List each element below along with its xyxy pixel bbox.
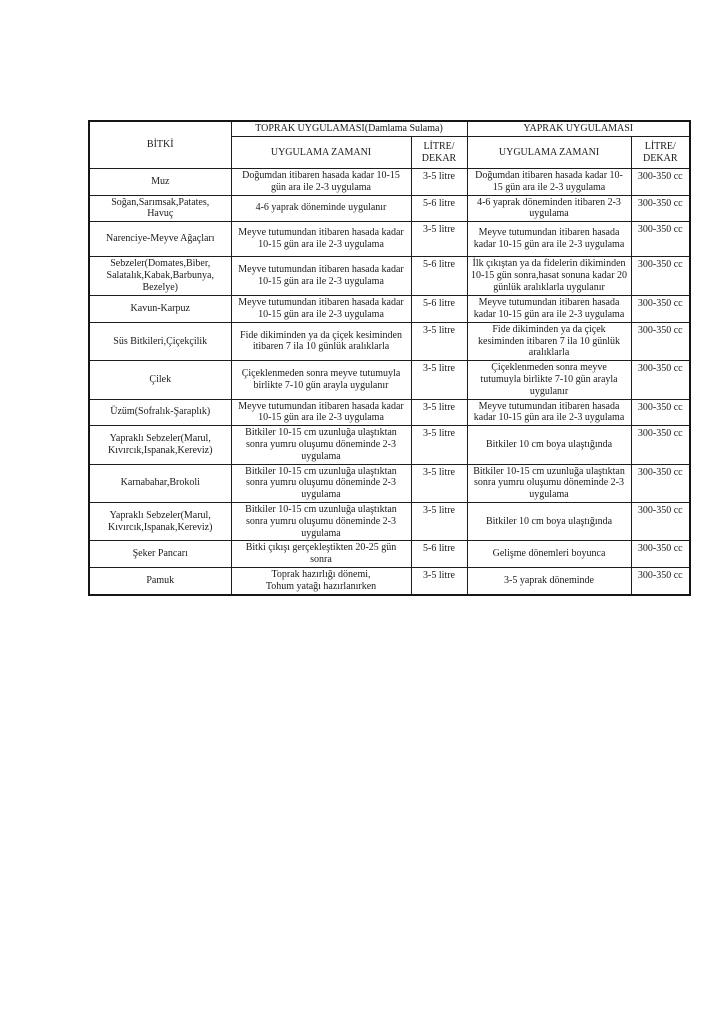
cell-plant-name: Yapraklı Sebzeler(Marul, Kıvırcık,Ispanak,Kereviz) <box>89 426 231 464</box>
cell-soil-application-time: Bitki çıkışı gerçekleştikten 20-25 gün sonra <box>231 541 411 568</box>
cell-soil-application-time: Bitkiler 10-15 cm uzunluğa ulaştıktan sonra yumru oluşumu döneminde 2-3 uygulama <box>231 426 411 464</box>
header-cell-leaf-application: YAPRAK UYGULAMASI <box>467 121 690 137</box>
cell-soil-dose: 3-5 litre <box>411 567 467 595</box>
cell-soil-application-time: Fide dikiminden ya da çiçek kesiminden itibaren 7 ila 10 günlük aralıklarla <box>231 322 411 360</box>
table-row <box>89 426 690 464</box>
cell-leaf-application-time: Bitkiler 10 cm boya ulaştığında <box>467 426 631 464</box>
cell-leaf-dose: 300-350 cc <box>631 567 690 595</box>
cell-soil-dose: 3-5 litre <box>411 502 467 540</box>
cell-plant-name: Üzüm(Sofralık-Şaraplık) <box>89 399 231 426</box>
header-cell-leaf-application-time: UYGULAMA ZAMANI <box>467 137 631 169</box>
cell-leaf-application-time: Meyve tutumundan itibaren hasada kadar 10-15 gün ara ile 2-3 uygulama <box>467 399 631 426</box>
cell-soil-dose: 5-6 litre <box>411 257 467 296</box>
cell-plant-name: Çilek <box>89 361 231 399</box>
cell-leaf-application-time: Bitkiler 10 cm boya ulaştığında <box>467 502 631 540</box>
cell-leaf-dose: 300-350 cc <box>631 257 690 296</box>
cell-leaf-dose: 300-350 cc <box>631 322 690 360</box>
cell-leaf-dose: 300-350 cc <box>631 296 690 323</box>
cell-soil-application-time: Toprak hazırlığı dönemi, Tohum yatağı hazırlanırken <box>231 567 411 595</box>
cell-leaf-application-time: 3-5 yaprak döneminde <box>467 567 631 595</box>
cell-leaf-application-time: Doğumdan itibaren hasada kadar 10-15 gün ara ile 2-3 uygulama <box>467 169 631 196</box>
table-row <box>89 567 690 595</box>
header-cell-leaf-litre-dekar: LİTRE/ DEKAR <box>631 137 690 169</box>
cell-soil-dose: 3-5 litre <box>411 464 467 502</box>
cell-plant-name: Süs Bitkileri,Çiçekçilik <box>89 322 231 360</box>
cell-plant-name: Şeker Pancarı <box>89 541 231 568</box>
cell-soil-application-time: Bitkiler 10-15 cm uzunluğa ulaştıktan sonra yumru oluşumu döneminde 2-3 uygulama <box>231 464 411 502</box>
cell-plant-name: Karnabahar,Brokoli <box>89 464 231 502</box>
header-cell-plant: BİTKİ <box>89 121 231 169</box>
cell-soil-application-time: Bitkiler 10-15 cm uzunluğa ulaştıktan sonra yumru oluşumu döneminde 2-3 uygulama <box>231 502 411 540</box>
application-table-container <box>88 120 689 596</box>
cell-soil-dose: 3-5 litre <box>411 426 467 464</box>
cell-leaf-dose: 300-350 cc <box>631 361 690 399</box>
table-row <box>89 222 690 257</box>
cell-soil-application-time: Çiçeklenmeden sonra meyve tutumuyla birlikte 7-10 gün arayla uygulanır <box>231 361 411 399</box>
table-row <box>89 464 690 502</box>
cell-plant-name: Muz <box>89 169 231 196</box>
table-row <box>89 195 690 222</box>
cell-leaf-dose: 300-350 cc <box>631 502 690 540</box>
cell-plant-name: Yapraklı Sebzeler(Marul, Kıvırcık,Ispanak,Kereviz) <box>89 502 231 540</box>
table-row <box>89 399 690 426</box>
fertilizer-application-table <box>88 120 691 596</box>
table-row <box>89 296 690 323</box>
cell-leaf-application-time: Çiçeklenmeden sonra meyve tutumuyla birlikte 7-10 gün arayla uygulanır <box>467 361 631 399</box>
cell-soil-dose: 5-6 litre <box>411 296 467 323</box>
cell-leaf-dose: 300-350 cc <box>631 464 690 502</box>
table-row <box>89 257 690 296</box>
table-row <box>89 502 690 540</box>
cell-leaf-dose: 300-350 cc <box>631 195 690 222</box>
cell-soil-dose: 3-5 litre <box>411 322 467 360</box>
cell-plant-name: Soğan,Sarımsak,Patates, Havuç <box>89 195 231 222</box>
cell-soil-application-time: Meyve tutumundan itibaren hasada kadar 10-15 gün ara ile 2-3 uygulama <box>231 257 411 296</box>
cell-plant-name: Pamuk <box>89 567 231 595</box>
cell-soil-dose: 5-6 litre <box>411 195 467 222</box>
cell-soil-dose: 5-6 litre <box>411 541 467 568</box>
cell-soil-application-time: Meyve tutumundan itibaren hasada kadar 10-15 gün ara ile 2-3 uygulama <box>231 222 411 257</box>
header-cell-soil-litre-dekar: LİTRE/ DEKAR <box>411 137 467 169</box>
table-row <box>89 541 690 568</box>
cell-leaf-application-time: Bitkiler 10-15 cm uzunluğa ulaştıktan sonra yumru oluşumu döneminde 2-3 uygulama <box>467 464 631 502</box>
cell-plant-name: Narenciye-Meyve Ağaçları <box>89 222 231 257</box>
table-row <box>89 322 690 360</box>
cell-leaf-dose: 300-350 cc <box>631 169 690 196</box>
cell-leaf-application-time: 4-6 yaprak döneminden itibaren 2-3 uygulama <box>467 195 631 222</box>
cell-soil-application-time: Meyve tutumundan itibaren hasada kadar 10-15 gün ara ile 2-3 uygulama <box>231 399 411 426</box>
header-cell-soil-application-time: UYGULAMA ZAMANI <box>231 137 411 169</box>
cell-soil-dose: 3-5 litre <box>411 169 467 196</box>
cell-soil-application-time: Meyve tutumundan itibaren hasada kadar 10-15 gün ara ile 2-3 uygulama <box>231 296 411 323</box>
cell-leaf-application-time: Meyve tutumundan itibaren hasada kadar 10-15 gün ara ile 2-3 uygulama <box>467 222 631 257</box>
cell-leaf-dose: 300-350 cc <box>631 222 690 257</box>
cell-soil-dose: 3-5 litre <box>411 399 467 426</box>
cell-leaf-application-time: İlk çıkıştan ya da fidelerin dikiminden 10-15 gün sonra,hasat sonuna kadar 20 günlük aralıklarla uygulanır <box>467 257 631 296</box>
cell-leaf-application-time: Fide dikiminden ya da çiçek kesiminden itibaren 7 ila 10 günlük aralıklarla <box>467 322 631 360</box>
cell-soil-application-time: 4-6 yaprak döneminde uygulanır <box>231 195 411 222</box>
table-row <box>89 169 690 196</box>
cell-leaf-dose: 300-350 cc <box>631 541 690 568</box>
cell-soil-dose: 3-5 litre <box>411 361 467 399</box>
header-row-sections <box>89 121 690 137</box>
cell-soil-dose: 3-5 litre <box>411 222 467 257</box>
cell-leaf-dose: 300-350 cc <box>631 426 690 464</box>
cell-leaf-application-time: Gelişme dönemleri boyunca <box>467 541 631 568</box>
cell-plant-name: Sebzeler(Domates,Biber, Salatalık,Kabak,Barbunya, Bezelye) <box>89 257 231 296</box>
cell-soil-application-time: Doğumdan itibaren hasada kadar 10-15 gün ara ile 2-3 uygulama <box>231 169 411 196</box>
cell-leaf-application-time: Meyve tutumundan itibaren hasada kadar 10-15 gün ara ile 2-3 uygulama <box>467 296 631 323</box>
cell-plant-name: Kavun-Karpuz <box>89 296 231 323</box>
cell-leaf-dose: 300-350 cc <box>631 399 690 426</box>
table-row <box>89 361 690 399</box>
header-cell-soil-application: TOPRAK UYGULAMASI(Damlama Sulama) <box>231 121 467 137</box>
